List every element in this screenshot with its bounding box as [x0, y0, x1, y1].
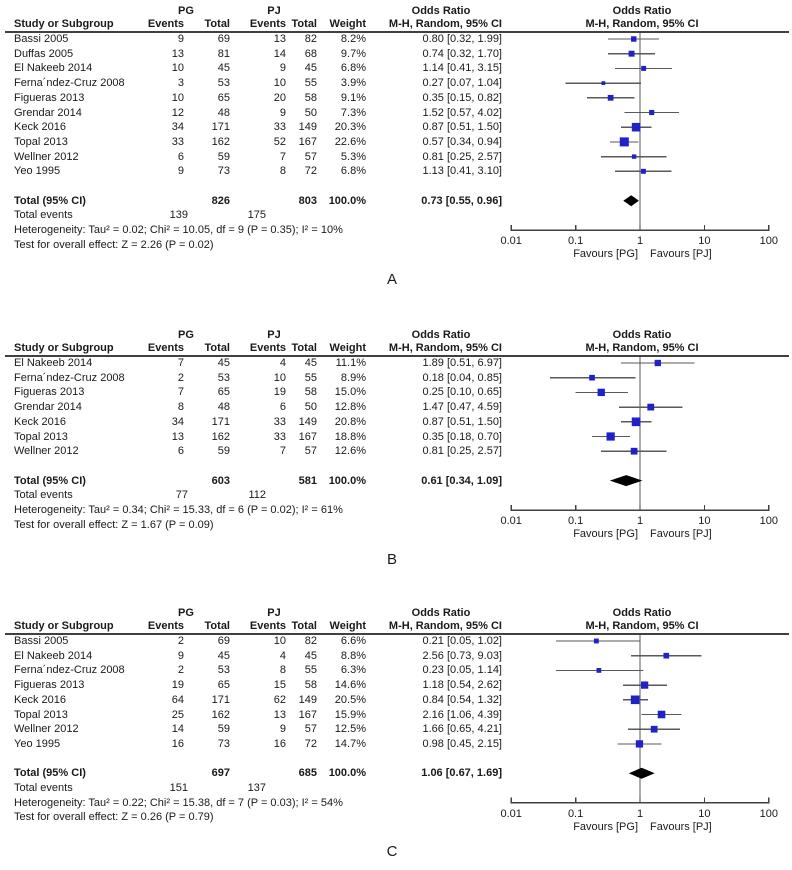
pj-total-cell: 57 — [304, 723, 317, 735]
or-ci-cell: 0.74 [0.32, 1.70] — [422, 48, 502, 60]
heterogeneity-text: Heterogeneity: Tau² = 0.02; Chi² = 10.05, df = 9 (P = 0.35); I² = 10% — [14, 224, 343, 236]
study-name: Topal 2013 — [14, 431, 68, 443]
study-name: Ferna´ndez-Cruz 2008 — [14, 77, 125, 89]
total-weight-cell: 100.0% — [328, 767, 366, 779]
group2-header: PJ — [267, 5, 281, 17]
pg-total-cell: 171 — [211, 416, 230, 428]
axis-tick-label: 10 — [698, 515, 711, 527]
axis-tick-label: 0.1 — [567, 515, 584, 527]
weight-cell: 8.8% — [340, 650, 366, 662]
or-marker — [655, 360, 661, 366]
pg-events-cell: 14 — [171, 723, 184, 735]
pj-total-column-header: Total — [291, 342, 317, 354]
or-ci-cell: 0.27 [0.07, 1.04] — [422, 77, 502, 89]
pj-total-cell: 82 — [304, 635, 317, 647]
axis-tick-label: 100 — [759, 515, 778, 527]
pj-events-cell: 33 — [273, 416, 286, 428]
weight-cell: 20.8% — [334, 416, 366, 428]
weight-cell: 14.7% — [334, 738, 366, 750]
study-name: Ferna´ndez-Cruz 2008 — [14, 372, 125, 384]
pj-events-column-header: Events — [249, 342, 286, 354]
pj-total-cell: 149 — [298, 694, 317, 706]
pg-total-cell: 65 — [217, 679, 230, 691]
axis-tick-label: 0.01 — [500, 235, 522, 247]
pj-events-cell: 19 — [273, 386, 286, 398]
or-marker — [631, 695, 640, 704]
weight-cell: 8.9% — [340, 372, 366, 384]
axis-tick-label: 1 — [636, 808, 644, 820]
mh-random-ci-plot-header: M-H, Random, 95% CI — [585, 18, 699, 30]
pg-total-cell: 45 — [217, 650, 230, 662]
total-events-pj: 112 — [248, 489, 266, 501]
or-marker — [632, 417, 641, 426]
or-marker — [631, 448, 638, 455]
study-name: Wellner 2012 — [14, 151, 79, 163]
odds-ratio-plot-header: Odds Ratio — [612, 5, 672, 17]
or-marker — [594, 639, 599, 644]
study-name: Keck 2016 — [14, 694, 66, 706]
study-name: Yeo 1995 — [14, 738, 61, 750]
group1-header: PG — [178, 5, 194, 17]
axis-tick-label: 0.1 — [567, 235, 584, 247]
pg-total-cell: 48 — [217, 107, 230, 119]
axis-tick-label: 100 — [759, 808, 778, 820]
heterogeneity-text: Heterogeneity: Tau² = 0.22; Chi² = 15.38, df = 7 (P = 0.03); I² = 54% — [14, 797, 343, 809]
pj-total-cell: 58 — [304, 679, 317, 691]
or-ci-cell: 0.25 [0.10, 0.65] — [422, 386, 502, 398]
pg-total-cell: 65 — [217, 92, 230, 104]
or-marker — [602, 81, 606, 85]
pj-total-cell: 149 — [298, 416, 317, 428]
pj-events-cell: 15 — [273, 679, 286, 691]
pj-events-cell: 33 — [273, 431, 286, 443]
or-ci-cell: 1.89 [0.51, 6.97] — [422, 357, 502, 369]
or-marker — [641, 681, 648, 688]
pj-total-cell: 45 — [304, 650, 317, 662]
or-ci-cell: 0.81 [0.25, 2.57] — [422, 445, 502, 457]
weight-cell: 12.5% — [334, 723, 366, 735]
total-events-label: Total events — [14, 489, 73, 501]
pj-events-cell: 7 — [279, 151, 286, 163]
pj-events-cell: 62 — [273, 694, 286, 706]
or-marker — [620, 137, 629, 146]
study-name: Wellner 2012 — [14, 445, 79, 457]
weight-cell: 18.8% — [334, 431, 366, 443]
total-or-ci-cell: 1.06 [0.67, 1.69] — [421, 767, 502, 779]
pg-events-cell: 12 — [171, 107, 184, 119]
pj-total-cell: 58 — [304, 92, 317, 104]
overall-effect-text: Test for overall effect: Z = 1.67 (P = 0.09) — [14, 519, 214, 531]
weight-cell: 15.9% — [334, 709, 366, 721]
odds-ratio-column-header: Odds Ratio — [411, 329, 471, 341]
pj-events-cell: 9 — [279, 62, 286, 74]
pg-total-cell: 171 — [211, 694, 230, 706]
study-name: Figueras 2013 — [14, 679, 85, 691]
or-marker — [649, 110, 654, 115]
group1-header: PG — [178, 607, 194, 619]
or-ci-cell: 1.66 [0.65, 4.21] — [422, 723, 502, 735]
summary-diamond — [629, 768, 655, 779]
pj-events-cell: 7 — [279, 445, 286, 457]
pg-total-cell: 73 — [217, 738, 230, 750]
group2-header: PJ — [267, 329, 281, 341]
pj-events-column-header: Events — [249, 18, 286, 30]
pj-total-column-header: Total — [291, 18, 317, 30]
pg-events-cell: 6 — [177, 445, 184, 457]
study-name: Keck 2016 — [14, 416, 66, 428]
panel-label: B — [386, 551, 397, 568]
panel-label: A — [386, 271, 397, 288]
or-ci-cell: 1.13 [0.41, 3.10] — [422, 165, 502, 177]
study-name: Topal 2013 — [14, 136, 68, 148]
pg-total-cell: 69 — [217, 635, 230, 647]
axis-tick-label: 0.01 — [500, 515, 522, 527]
pj-events-cell: 14 — [273, 48, 286, 60]
total-row-label: Total (95% CI) — [14, 475, 86, 487]
or-ci-cell: 0.84 [0.54, 1.32] — [422, 694, 502, 706]
axis-tick-label: 100 — [759, 235, 778, 247]
mh-random-ci-column-header: M-H, Random, 95% CI — [388, 620, 502, 632]
weight-cell: 14.6% — [334, 679, 366, 691]
pj-total-cell: 45 — [304, 62, 317, 74]
odds-ratio-column-header: Odds Ratio — [411, 607, 471, 619]
total-pg-cell: 603 — [211, 475, 230, 487]
pg-total-cell: 48 — [217, 401, 230, 413]
pg-total-cell: 53 — [217, 372, 230, 384]
pg-events-cell: 3 — [177, 77, 184, 89]
or-marker — [663, 653, 669, 659]
or-marker — [632, 154, 636, 158]
study-name: El Nakeeb 2014 — [14, 357, 93, 369]
pj-total-cell: 72 — [304, 165, 317, 177]
weight-cell: 6.8% — [340, 62, 366, 74]
study-name: Duffas 2005 — [14, 48, 74, 60]
pg-total-cell: 59 — [217, 151, 230, 163]
pg-events-cell: 10 — [171, 92, 184, 104]
or-ci-cell: 1.14 [0.41, 3.15] — [422, 62, 502, 74]
total-or-ci-cell: 0.73 [0.55, 0.96] — [421, 195, 502, 207]
pg-total-cell: 53 — [217, 77, 230, 89]
axis-tick-label: 1 — [636, 235, 644, 247]
pg-total-cell: 45 — [217, 357, 230, 369]
pg-total-cell: 59 — [217, 445, 230, 457]
pj-total-cell: 50 — [304, 107, 317, 119]
pj-total-cell: 50 — [304, 401, 317, 413]
overall-effect-text: Test for overall effect: Z = 0.26 (P = 0.79) — [14, 811, 214, 823]
weight-cell: 22.6% — [334, 136, 366, 148]
axis-tick-label: 0.01 — [500, 808, 522, 820]
pg-events-cell: 33 — [171, 136, 184, 148]
pj-total-cell: 55 — [304, 664, 317, 676]
pg-events-column-header: Events — [147, 342, 184, 354]
study-name: Grendar 2014 — [14, 401, 82, 413]
total-or-ci-cell: 0.61 [0.34, 1.09] — [421, 475, 502, 487]
axis-tick-label: 10 — [698, 808, 711, 820]
pg-events-column-header: Events — [147, 18, 184, 30]
pg-total-column-header: Total — [204, 620, 230, 632]
favours-right-label: Favours [PJ] — [650, 248, 712, 260]
total-events-pj: 175 — [247, 209, 266, 221]
pg-total-column-header: Total — [204, 18, 230, 30]
pg-total-cell: 171 — [211, 121, 230, 133]
or-marker — [632, 123, 641, 132]
pg-events-cell: 7 — [177, 357, 184, 369]
odds-ratio-plot-header: Odds Ratio — [612, 607, 672, 619]
mh-random-ci-column-header: M-H, Random, 95% CI — [388, 18, 502, 30]
total-pj-cell: 803 — [298, 195, 317, 207]
or-marker — [658, 711, 666, 719]
pg-events-cell: 8 — [177, 401, 184, 413]
weight-column-header: Weight — [329, 620, 366, 632]
pg-total-cell: 162 — [211, 431, 230, 443]
pg-total-cell: 81 — [217, 48, 230, 60]
favours-right-label: Favours [PJ] — [650, 528, 712, 540]
weight-cell: 12.8% — [334, 401, 366, 413]
or-marker — [597, 668, 602, 673]
or-marker — [647, 404, 654, 411]
pg-events-cell: 19 — [171, 679, 184, 691]
overall-effect-text: Test for overall effect: Z = 2.26 (P = 0.02) — [14, 239, 214, 251]
pj-events-cell: 10 — [273, 77, 286, 89]
mh-random-ci-plot-header: M-H, Random, 95% CI — [585, 620, 699, 632]
study-name: El Nakeeb 2014 — [14, 62, 93, 74]
axis-tick-label: 0.1 — [567, 808, 584, 820]
pj-events-cell: 13 — [273, 33, 286, 45]
or-marker — [631, 36, 636, 41]
pg-total-column-header: Total — [204, 342, 230, 354]
study-name: Wellner 2012 — [14, 723, 79, 735]
study-name: Grendar 2014 — [14, 107, 82, 119]
favours-left-label: Favours [PG] — [573, 528, 638, 540]
study-name: Bassi 2005 — [14, 635, 69, 647]
or-marker — [629, 51, 635, 57]
pg-events-cell: 2 — [177, 664, 184, 676]
pj-events-cell: 8 — [279, 664, 286, 676]
or-ci-cell: 0.21 [0.05, 1.02] — [422, 635, 502, 647]
pj-total-column-header: Total — [291, 620, 317, 632]
pg-events-cell: 2 — [177, 635, 184, 647]
study-name: Topal 2013 — [14, 709, 68, 721]
weight-cell: 6.3% — [340, 664, 366, 676]
summary-diamond — [623, 195, 639, 206]
weight-cell: 9.1% — [340, 92, 366, 104]
pj-events-cell: 16 — [273, 738, 286, 750]
or-ci-cell: 2.56 [0.73, 9.03] — [422, 650, 502, 662]
pj-total-cell: 55 — [304, 372, 317, 384]
favours-left-label: Favours [PG] — [573, 821, 638, 833]
weight-cell: 15.0% — [334, 386, 366, 398]
total-pj-cell: 685 — [298, 767, 317, 779]
study-name: Figueras 2013 — [14, 386, 85, 398]
weight-cell: 9.7% — [340, 48, 366, 60]
pg-events-cell: 6 — [177, 151, 184, 163]
total-row-label: Total (95% CI) — [14, 195, 86, 207]
pj-events-cell: 20 — [273, 92, 286, 104]
or-ci-cell: 0.87 [0.51, 1.50] — [422, 416, 502, 428]
pj-events-cell: 52 — [273, 136, 286, 148]
study-name: Bassi 2005 — [14, 33, 69, 45]
panel-label: C — [386, 843, 398, 860]
total-weight-cell: 100.0% — [328, 195, 366, 207]
pj-events-cell: 13 — [273, 709, 286, 721]
or-marker — [607, 432, 615, 440]
study-column-header: Study or Subgroup — [14, 620, 114, 632]
or-ci-cell: 1.47 [0.47, 4.59] — [422, 401, 502, 413]
or-marker — [598, 389, 605, 396]
pj-events-cell: 4 — [279, 650, 286, 662]
pg-total-cell: 69 — [217, 33, 230, 45]
or-ci-cell: 0.98 [0.45, 2.15] — [422, 738, 502, 750]
pg-events-cell: 25 — [171, 709, 184, 721]
pj-events-cell: 10 — [273, 635, 286, 647]
study-name: El Nakeeb 2014 — [14, 650, 93, 662]
study-name: Yeo 1995 — [14, 165, 61, 177]
pj-events-cell: 4 — [279, 357, 286, 369]
study-name: Keck 2016 — [14, 121, 66, 133]
total-events-label: Total events — [14, 782, 73, 794]
favours-right-label: Favours [PJ] — [650, 821, 712, 833]
total-events-label: Total events — [14, 209, 73, 221]
total-events-pj: 137 — [247, 782, 266, 794]
pg-events-cell: 34 — [171, 416, 184, 428]
weight-column-header: Weight — [329, 342, 366, 354]
pj-total-cell: 57 — [304, 151, 317, 163]
or-marker — [651, 726, 658, 733]
pg-events-cell: 13 — [171, 48, 184, 60]
pj-total-cell: 57 — [304, 445, 317, 457]
group2-header: PJ — [267, 607, 281, 619]
pg-events-cell: 64 — [171, 694, 184, 706]
weight-cell: 3.9% — [340, 77, 366, 89]
total-events-pg: 139 — [169, 209, 188, 221]
pg-events-cell: 34 — [171, 121, 184, 133]
total-pg-cell: 697 — [211, 767, 230, 779]
or-ci-cell: 0.23 [0.05, 1.14] — [422, 664, 502, 676]
pj-events-cell: 9 — [279, 723, 286, 735]
or-ci-cell: 1.18 [0.54, 2.62] — [422, 679, 502, 691]
axis-tick-label: 10 — [698, 235, 711, 247]
or-ci-cell: 1.52 [0.57, 4.02] — [422, 107, 502, 119]
weight-cell: 12.6% — [334, 445, 366, 457]
weight-cell: 20.3% — [334, 121, 366, 133]
or-marker — [641, 66, 646, 71]
pj-events-cell: 10 — [273, 372, 286, 384]
weight-cell: 5.3% — [340, 151, 366, 163]
pg-events-cell: 7 — [177, 386, 184, 398]
study-name: Ferna´ndez-Cruz 2008 — [14, 664, 125, 676]
pg-total-cell: 53 — [217, 664, 230, 676]
pj-events-cell: 33 — [273, 121, 286, 133]
weight-cell: 7.3% — [340, 107, 366, 119]
or-ci-cell: 0.35 [0.15, 0.82] — [422, 92, 502, 104]
pj-events-cell: 8 — [279, 165, 286, 177]
favours-left-label: Favours [PG] — [573, 248, 638, 260]
pg-total-cell: 45 — [217, 62, 230, 74]
pg-events-cell: 9 — [177, 165, 184, 177]
pj-events-column-header: Events — [249, 620, 286, 632]
total-events-pg: 77 — [175, 489, 188, 501]
weight-cell: 6.8% — [340, 165, 366, 177]
or-marker — [641, 169, 646, 174]
pg-events-cell: 9 — [177, 650, 184, 662]
pg-events-cell: 16 — [171, 738, 184, 750]
axis-tick-label: 1 — [636, 515, 644, 527]
or-marker — [608, 95, 614, 101]
pj-total-cell: 72 — [304, 738, 317, 750]
group1-header: PG — [178, 329, 194, 341]
pg-total-cell: 162 — [211, 709, 230, 721]
pj-total-cell: 45 — [304, 357, 317, 369]
mh-random-ci-column-header: M-H, Random, 95% CI — [388, 342, 502, 354]
pj-total-cell: 167 — [298, 136, 317, 148]
pj-events-cell: 9 — [279, 107, 286, 119]
pg-events-cell: 10 — [171, 62, 184, 74]
pg-total-cell: 65 — [217, 386, 230, 398]
total-pg-cell: 826 — [211, 195, 230, 207]
weight-cell: 6.6% — [340, 635, 366, 647]
total-events-pg: 151 — [169, 782, 188, 794]
mh-random-ci-plot-header: M-H, Random, 95% CI — [585, 342, 699, 354]
total-pj-cell: 581 — [298, 475, 317, 487]
total-weight-cell: 100.0% — [328, 475, 366, 487]
or-ci-cell: 2.16 [1.06, 4.39] — [422, 709, 502, 721]
weight-column-header: Weight — [329, 18, 366, 30]
or-ci-cell: 0.35 [0.18, 0.70] — [422, 431, 502, 443]
pj-total-cell: 82 — [304, 33, 317, 45]
weight-cell: 8.2% — [340, 33, 366, 45]
odds-ratio-column-header: Odds Ratio — [411, 5, 471, 17]
or-ci-cell: 0.87 [0.51, 1.50] — [422, 121, 502, 133]
pg-total-cell: 59 — [217, 723, 230, 735]
heterogeneity-text: Heterogeneity: Tau² = 0.34; Chi² = 15.33, df = 6 (P = 0.02); I² = 61% — [14, 504, 343, 516]
weight-cell: 20.5% — [334, 694, 366, 706]
or-marker — [636, 740, 643, 747]
or-ci-cell: 0.18 [0.04, 0.85] — [422, 372, 502, 384]
pj-total-cell: 58 — [304, 386, 317, 398]
weight-cell: 11.1% — [335, 357, 366, 369]
pj-total-cell: 149 — [298, 121, 317, 133]
odds-ratio-plot-header: Odds Ratio — [612, 329, 672, 341]
total-row-label: Total (95% CI) — [14, 767, 86, 779]
or-ci-cell: 0.81 [0.25, 2.57] — [422, 151, 502, 163]
pg-events-column-header: Events — [147, 620, 184, 632]
pg-events-cell: 9 — [177, 33, 184, 45]
study-column-header: Study or Subgroup — [14, 342, 114, 354]
pg-events-cell: 13 — [171, 431, 184, 443]
summary-diamond — [610, 475, 643, 486]
pj-total-cell: 55 — [304, 77, 317, 89]
pj-total-cell: 68 — [304, 48, 317, 60]
pg-total-cell: 162 — [211, 136, 230, 148]
pj-total-cell: 167 — [298, 431, 317, 443]
pg-events-cell: 2 — [177, 372, 184, 384]
pj-total-cell: 167 — [298, 709, 317, 721]
or-ci-cell: 0.80 [0.32, 1.99] — [422, 33, 502, 45]
study-name: Figueras 2013 — [14, 92, 85, 104]
study-column-header: Study or Subgroup — [14, 18, 114, 30]
or-marker — [589, 375, 595, 381]
pj-events-cell: 6 — [279, 401, 286, 413]
pg-total-cell: 73 — [217, 165, 230, 177]
or-ci-cell: 0.57 [0.34, 0.94] — [422, 136, 502, 148]
